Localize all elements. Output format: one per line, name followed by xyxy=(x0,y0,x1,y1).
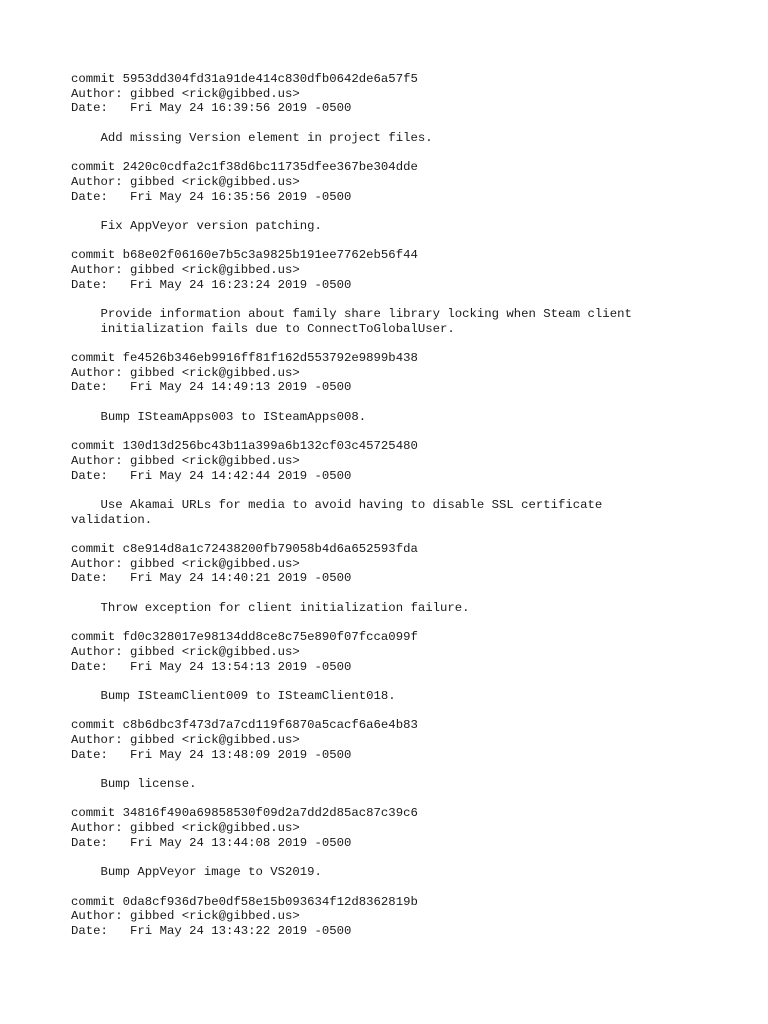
commit-author-line-label: Author: xyxy=(71,262,131,277)
commit-date-line xyxy=(71,748,748,763)
commit-author-line xyxy=(71,87,748,102)
commit-hash-line-value: fd0c328017e98134dd8ce8c75e890f07fcca099f xyxy=(122,630,418,645)
commit-hash-line-value: 2420c0cdfa2c1f38d6bc11735dfee367be304dde xyxy=(122,160,418,175)
commit-author-line xyxy=(71,557,748,572)
commit-author-line-value: gibbed <rick@gibbed.us> xyxy=(130,365,300,380)
commit-author-line-label: Author: xyxy=(71,365,131,380)
commit-author-line xyxy=(71,366,748,381)
commit-hash-line xyxy=(71,630,748,645)
commit-message-line: initialization fails due to ConnectToGlobalUser. xyxy=(71,321,455,336)
commit-entry xyxy=(71,630,748,703)
commit-message-line: validation. xyxy=(71,512,153,527)
commit-message-line: Bump license. xyxy=(71,777,197,791)
commit-hash-line xyxy=(71,542,748,557)
commit-hash-line-value: 5953dd304fd31a91de414c830dfb0642de6a57f5 xyxy=(122,72,418,86)
commit-message-line: Throw exception for client initialization failure. xyxy=(71,600,470,615)
commit-date-line-label: Date: xyxy=(71,277,131,292)
commit-hash-line-label: commit xyxy=(71,542,123,556)
commit-date-line-value: Fri May 24 14:42:44 2019 -0500 xyxy=(130,468,352,483)
commit-message xyxy=(71,601,748,616)
commit-date-line-label: Date: xyxy=(71,571,131,586)
commit-message xyxy=(71,865,748,880)
commit-hash-line-value: b68e02f06160e7b5c3a9825b191ee7762eb56f44 xyxy=(122,248,418,263)
commit-date-line-value: Fri May 24 13:44:08 2019 -0500 xyxy=(130,835,352,850)
commit-message xyxy=(71,410,748,425)
commit-date-line xyxy=(71,660,748,675)
commit-hash-line xyxy=(71,351,748,366)
commit-author-line-value: gibbed <rick@gibbed.us> xyxy=(130,86,300,101)
commit-message-line: Bump ISteamClient009 to ISteamClient018. xyxy=(71,688,396,703)
commit-hash-line-value: c8e914d8a1c72438200fb79058b4d6a652593fda xyxy=(122,542,418,556)
commit-author-line-value: gibbed <rick@gibbed.us> xyxy=(130,453,300,468)
commit-date-line-value: Fri May 24 16:23:24 2019 -0500 xyxy=(130,277,352,292)
commit-date-line-value: Fri May 24 13:54:13 2019 -0500 xyxy=(130,659,352,674)
commit-hash-line-label: commit xyxy=(71,439,123,454)
commit-message-line: Provide information about family share library locking when Steam client xyxy=(71,307,632,321)
commit-message-line: Bump ISteamApps003 to ISteamApps008. xyxy=(71,409,367,424)
commit-hash-line-label: commit xyxy=(71,72,123,86)
commit-hash-line-label: commit xyxy=(71,630,123,645)
commit-date-line-value: Fri May 24 14:40:21 2019 -0500 xyxy=(130,571,352,586)
commit-message xyxy=(71,307,748,336)
commit-message xyxy=(71,498,748,527)
commit-hash-line-value: fe4526b346eb9916ff81f162d553792e9899b438 xyxy=(122,351,418,366)
commit-date-line-label: Date: xyxy=(71,659,131,674)
commit-author-line-value: gibbed <rick@gibbed.us> xyxy=(130,821,300,836)
commit-date-line-label: Date: xyxy=(71,923,131,938)
commit-message-line: Use Akamai URLs for media to avoid having to disable SSL certificate xyxy=(71,497,603,512)
commit-date-line xyxy=(71,469,748,484)
commit-author-line-value: gibbed <rick@gibbed.us> xyxy=(130,644,300,659)
commit-entry xyxy=(71,248,748,336)
commit-hash-line-value: 130d13d256bc43b11a399a6b132cf03c45725480 xyxy=(122,439,418,454)
commit-hash-line-label: commit xyxy=(71,894,123,909)
commit-date-line xyxy=(71,924,748,939)
commit-author-line xyxy=(71,821,748,836)
commit-author-line xyxy=(71,175,748,190)
commit-hash-line xyxy=(71,718,748,733)
commit-date-line-value: Fri May 24 13:43:22 2019 -0500 xyxy=(130,923,352,938)
commit-entry xyxy=(71,806,748,879)
commit-author-line-label: Author: xyxy=(71,453,131,468)
commit-message-line: Fix AppVeyor version patching. xyxy=(71,218,322,233)
commit-message-line: Bump AppVeyor image to VS2019. xyxy=(71,865,322,880)
commit-author-line xyxy=(71,645,748,660)
commit-date-line-label: Date: xyxy=(71,101,131,116)
commit-hash-line-label: commit xyxy=(71,806,123,821)
commit-date-line xyxy=(71,278,748,293)
git-log xyxy=(71,72,748,953)
commit-date-line-value: Fri May 24 16:35:56 2019 -0500 xyxy=(130,189,352,204)
commit-message-line: Add missing Version element in project files. xyxy=(71,130,433,145)
commit-date-line-value: Fri May 24 13:48:09 2019 -0500 xyxy=(130,747,352,762)
commit-message xyxy=(71,689,748,704)
commit-date-line-label: Date: xyxy=(71,468,131,483)
commit-entry xyxy=(71,895,748,939)
commit-author-line xyxy=(71,454,748,469)
commit-author-line-label: Author: xyxy=(71,821,131,836)
commit-message xyxy=(71,131,748,146)
commit-hash-line-label: commit xyxy=(71,351,123,366)
commit-date-line xyxy=(71,101,748,116)
commit-date-line-value: Fri May 24 16:39:56 2019 -0500 xyxy=(130,101,352,116)
commit-hash-line xyxy=(71,806,748,821)
commit-author-line xyxy=(71,909,748,924)
commit-author-line xyxy=(71,263,748,278)
commit-date-line xyxy=(71,190,748,205)
commit-date-line-label: Date: xyxy=(71,835,131,850)
commit-date-line xyxy=(71,380,748,395)
commit-date-line-value: Fri May 24 14:49:13 2019 -0500 xyxy=(130,380,352,395)
commit-author-line-value: gibbed <rick@gibbed.us> xyxy=(130,732,300,747)
commit-author-line-label: Author: xyxy=(71,174,131,189)
commit-hash-line-value: 34816f490a69858530f09d2a7dd2d85ac87c39c6 xyxy=(122,806,418,821)
commit-author-line-value: gibbed <rick@gibbed.us> xyxy=(130,556,300,571)
commit-entry xyxy=(71,351,748,424)
commit-date-line xyxy=(71,571,748,586)
commit-hash-line xyxy=(71,72,748,87)
commit-date-line xyxy=(71,836,748,851)
commit-hash-line-label: commit xyxy=(71,248,123,263)
commit-message xyxy=(71,777,748,792)
commit-author-line-label: Author: xyxy=(71,909,131,924)
commit-hash-line xyxy=(71,248,748,263)
commit-author-line-label: Author: xyxy=(71,644,131,659)
commit-hash-line xyxy=(71,439,748,454)
commit-date-line-label: Date: xyxy=(71,189,131,204)
commit-hash-line-label: commit xyxy=(71,718,123,733)
commit-author-line-value: gibbed <rick@gibbed.us> xyxy=(130,909,300,924)
commit-hash-line xyxy=(71,895,748,910)
commit-hash-line-label: commit xyxy=(71,160,123,175)
commit-hash-line-value: 0da8cf936d7be0df58e15b093634f12d8362819b xyxy=(122,894,418,909)
commit-author-line xyxy=(71,733,748,748)
commit-entry xyxy=(71,718,748,791)
commit-message xyxy=(71,219,748,234)
commit-hash-line xyxy=(71,160,748,175)
commit-author-line-label: Author: xyxy=(71,732,131,747)
commit-author-line-label: Author: xyxy=(71,556,131,571)
commit-entry xyxy=(71,160,748,233)
commit-entry xyxy=(71,439,748,527)
commit-author-line-value: gibbed <rick@gibbed.us> xyxy=(130,262,300,277)
commit-date-line-label: Date: xyxy=(71,380,131,395)
commit-author-line-label: Author: xyxy=(71,86,131,101)
commit-entry xyxy=(71,542,748,615)
commit-entry xyxy=(71,72,748,145)
commit-author-line-value: gibbed <rick@gibbed.us> xyxy=(130,174,300,189)
commit-hash-line-value: c8b6dbc3f473d7a7cd119f6870a5cacf6a6e4b83 xyxy=(122,718,418,733)
commit-date-line-label: Date: xyxy=(71,747,131,762)
